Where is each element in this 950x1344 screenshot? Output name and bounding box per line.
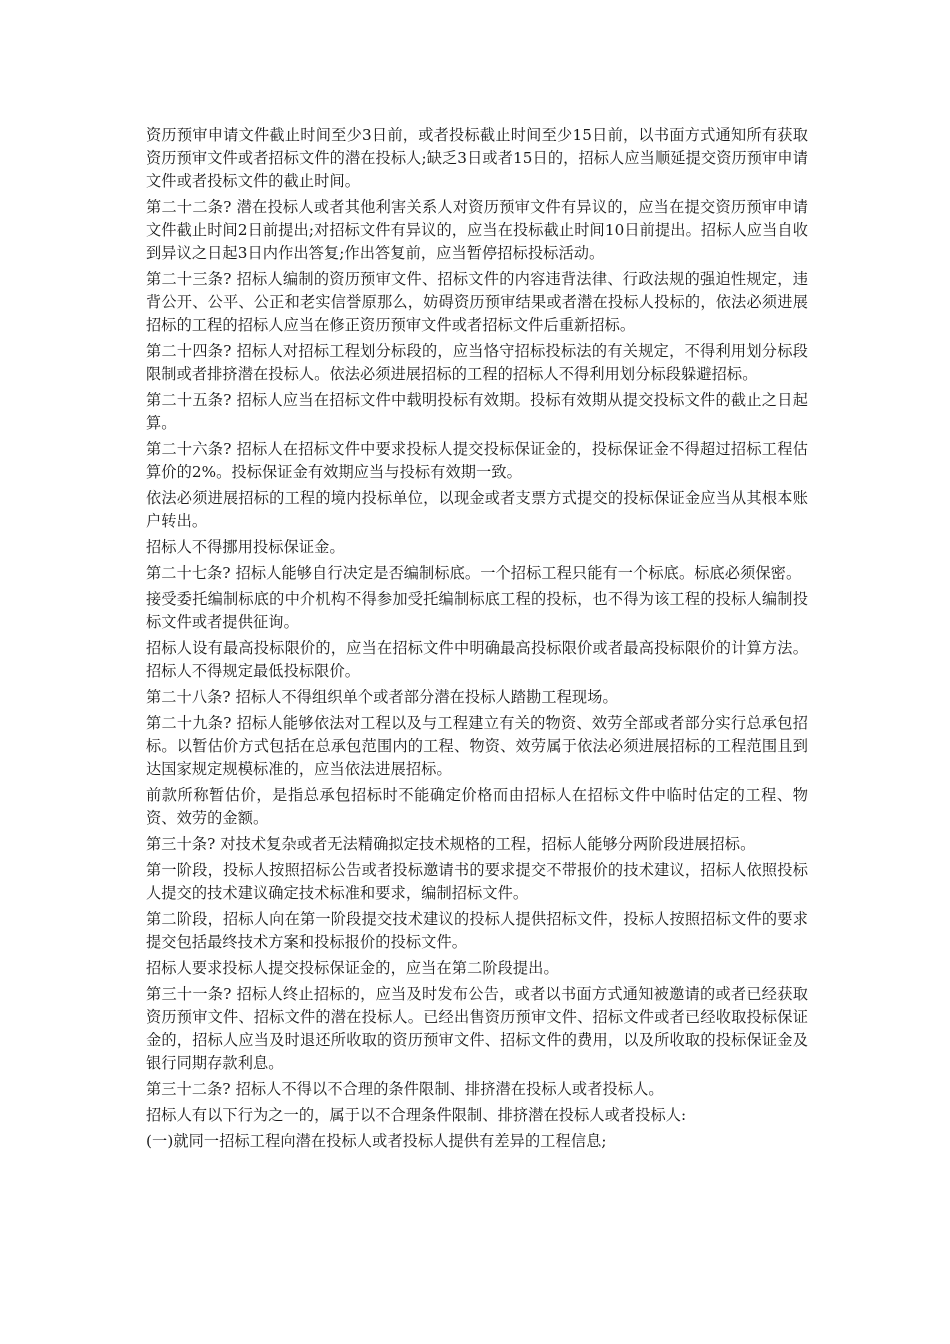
- article-32-clause-2: 招标人有以下行为之一的，属于以不合理条件限制、排挤潜在投标人或者投标人:: [146, 1106, 687, 1124]
- article-30-clause-4: 招标人要求投标人提交投标保证金的，应当在第二阶段提出。: [146, 959, 559, 977]
- article-26-clause-3: 招标人不得挪用投标保证金。: [146, 538, 345, 556]
- article-27: 第二十七条? 招标人能够自行决定是否编制标底。一个招标工程只能有一个标底。标底必须保密。: [146, 564, 802, 582]
- article-27-clause-3: 招标人设有最高投标限价的，应当在招标文件中明确最高投标限价或者最高投标限价的计算方法。招标人不得规定最低投标限价。: [146, 639, 808, 680]
- article-25: 第二十五条? 招标人应当在招标文件中载明投标有效期。投标有效期从提交投标文件的截止之日起算。: [146, 391, 808, 432]
- article-28: 第二十八条? 招标人不得组织单个或者部分潜在投标人踏勘工程现场。: [146, 688, 618, 706]
- paragraph-1: 资历预审申请文件截止时间至少3日前，或者投标截止时间至少15日前，以书面方式通知所有获取资历预审文件或者招标文件的潜在投标人;缺乏3日或者15日的，招标人应当顺延提交资历预审申请文件或者投标文件的截止时间。: [146, 126, 808, 190]
- article-22: 第二十二条? 潜在投标人或者其他利害关系人对资历预审文件有异议的，应当在提交资历预审申请文件截止时间2日前提出;对招标文件有异议的，应当在投标截止时间10日前提出。招标人应当自收到异议之日起3日内作出答复;作出答复前，应当暂停招标投标活动。: [146, 198, 808, 262]
- article-31: 第三十一条? 招标人终止招标的，应当及时发布公告，或者以书面方式通知被邀请的或者已经获取资历预审文件、招标文件的潜在投标人。已经出售资历预审文件、招标文件或者已经收取投标保证金的，招标人应当及时退还所收取的资历预审文件、招标文件的费用，以及所收取的投标保证金及银行同期存款利息。: [146, 985, 808, 1072]
- article-26: 第二十六条? 招标人在招标文件中要求投标人提交投标保证金的，投标保证金不得超过招标工程估算价的2%。投标保证金有效期应当与投标有效期一致。: [146, 440, 808, 481]
- article-32-item-1: (一)就同一招标工程向潜在投标人或者投标人提供有差异的工程信息;: [146, 1132, 607, 1150]
- article-29-clause-2: 前款所称暂估价，是指总承包招标时不能确定价格而由招标人在招标文件中临时估定的工程、物资、效劳的金额。: [146, 786, 808, 827]
- article-29: 第二十九条? 招标人能够依法对工程以及与工程建立有关的物资、效劳全部或者部分实行总承包招标。以暂估价方式包括在总承包范围内的工程、物资、效劳属于依法必须进展招标的工程范围且到达国家规定规模标准的，应当依法进展招标。: [146, 714, 808, 778]
- article-23: 第二十三条? 招标人编制的资历预审文件、招标文件的内容违背法律、行政法规的强迫性规定，违背公开、公平、公正和老实信誉原那么，妨碍资历预审结果或者潜在投标人投标的，依法必须进展招标的工程的招标人应当在修正资历预审文件或者招标文件后重新招标。: [146, 270, 808, 334]
- article-26-clause-2: 依法必须进展招标的工程的境内投标单位，以现金或者支票方式提交的投标保证金应当从其根本账户转出。: [146, 489, 808, 530]
- article-30-stage-2: 第二阶段，招标人向在第一阶段提交技术建议的投标人提供招标文件，投标人按照招标文件的要求提交包括最终技术方案和投标报价的投标文件。: [146, 910, 808, 951]
- document-body: [146, 124, 808, 1156]
- article-32: 第三十二条? 招标人不得以不合理的条件限制、排挤潜在投标人或者投标人。: [146, 1080, 664, 1098]
- article-30-stage-1: 第一阶段，投标人按照招标公告或者投标邀请书的要求提交不带报价的技术建议，招标人依照投标人提交的技术建议确定技术标准和要求，编制招标文件。: [146, 861, 808, 902]
- article-24: 第二十四条? 招标人对招标工程划分标段的，应当恪守招标投标法的有关规定，不得利用划分标段限制或者排挤潜在投标人。依法必须进展招标的工程的招标人不得利用划分标段躲避招标。: [146, 342, 808, 383]
- article-30: 第三十条? 对技术复杂或者无法精确拟定技术规格的工程，招标人能够分两阶段进展招标。: [146, 835, 756, 853]
- article-27-clause-2: 接受委托编制标底的中介机构不得参加受托编制标底工程的投标，也不得为该工程的投标人编制投标文件或者提供征询。: [146, 590, 808, 631]
